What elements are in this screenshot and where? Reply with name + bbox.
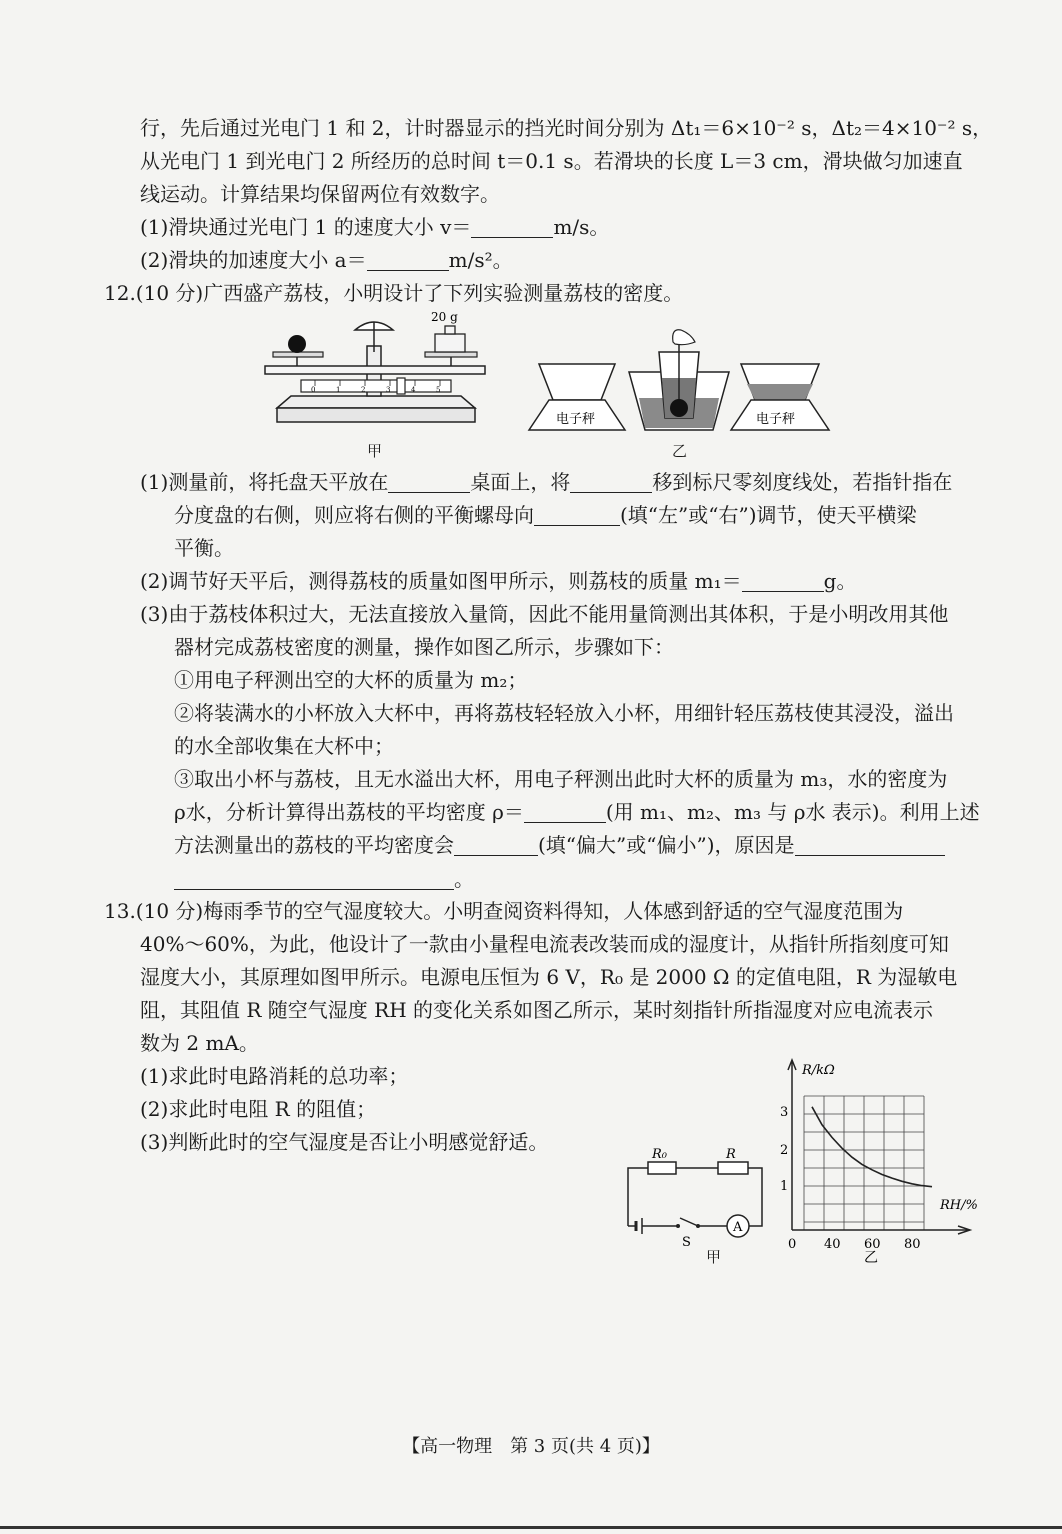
q12-p1-text-a: (1)测量前，将托盘天平放在: [140, 470, 389, 494]
q12-step-3-line-2: [174, 797, 980, 827]
q12-step-1: ①用电子秤测出空的大杯的质量为 m₂；: [174, 668, 528, 692]
x-tick-label: 80: [904, 1237, 921, 1252]
q12-part-2: [140, 566, 856, 596]
q11-p2-text: (2)滑块的加速度大小 a＝: [140, 248, 367, 272]
scale-tick-5: 5: [436, 386, 441, 394]
scale-tick-2: 2: [361, 386, 366, 394]
q13-line-3: 湿度大小，其原理如图甲所示。电源电压恒为 6 V，R₀ 是 2000 Ω 的定值电阻，R 为湿敏电: [140, 965, 958, 989]
q11-line-1: 行，先后通过光电门 1 和 2，计时器显示的挡光时间分别为 Δt₁＝6×10⁻² s，Δt₂＝4×10⁻² s，: [140, 116, 993, 140]
q12-step-3-line-1: ③取出小杯与荔枝，且无水溢出大杯，用电子秤测出此时大杯的质量为 m₃，水的密度为: [174, 767, 948, 791]
resistor-r0: [648, 1162, 676, 1174]
scale-tick-4: 4: [411, 386, 416, 394]
y-tick-label: 1: [780, 1179, 789, 1194]
weight-label: 20 g: [431, 310, 458, 324]
q11-p2-unit: m/s²。: [448, 248, 513, 272]
scale-tick-0: 0: [311, 386, 316, 394]
circuit-diagram: [618, 1140, 770, 1252]
q12-p1-blank-3[interactable]: [534, 503, 620, 526]
q12-bias-blank[interactable]: [454, 833, 538, 856]
q11-p1-answer-blank[interactable]: [471, 215, 553, 238]
q12-part-3-line-1: (3)由于荔枝体积过大，无法直接放入量筒，因此不能用量筒测出其体积，于是小明改用其他: [140, 602, 949, 626]
q12-reason-blank-2[interactable]: [174, 867, 454, 890]
q12-part-1-line-2: [174, 500, 917, 530]
q13-line-4: 阻，其阻值 R 随空气湿度 RH 的变化关系如图乙所示，某时刻指针所指湿度对应电流表示: [140, 998, 933, 1022]
hand-icon: [673, 330, 695, 345]
q12-p1-blank-1[interactable]: [388, 470, 470, 493]
rh-resistance-chart: [772, 1058, 990, 1270]
scale-tick-3: 3: [386, 386, 391, 394]
y-axis-label: R/kΩ: [802, 1063, 835, 1078]
q12-reason-blank-1[interactable]: [795, 833, 945, 856]
chart-caption: 乙: [864, 1250, 878, 1266]
q12-step-2-line-2: 的水全部收集在大杯中；: [174, 734, 394, 758]
q11-part-1: [140, 212, 609, 242]
q13-line-1: 13.(10 分)梅雨季节的空气湿度较大。小明查阅资料得知，人体感到舒适的空气湿度范围为: [104, 899, 904, 923]
rider: [397, 378, 405, 394]
q11-line-2: 从光电门 1 到光电门 2 所经历的总时间 t＝0.1 s。若滑块的长度 L＝3 cm，滑块做匀加速直: [140, 149, 963, 173]
circuit-caption: 甲: [706, 1248, 722, 1266]
q12-step-3-line-4: [174, 864, 474, 894]
r-label: R: [726, 1147, 736, 1162]
q12-p1-text-c: 移到标尺零刻度线处，若指针指在: [652, 470, 953, 494]
r0-label: R₀: [652, 1147, 667, 1162]
switch-label: S: [682, 1235, 691, 1250]
y-tick-label: 2: [780, 1143, 789, 1158]
q12-p2-text: (2)调节好天平后，测得荔枝的质量如图甲所示，则荔枝的质量 m₁＝: [140, 569, 742, 593]
series-line: [812, 1107, 932, 1187]
q12-s3-text-c: 方法测量出的荔枝的平均密度会: [174, 833, 454, 857]
q13-line-5: 数为 2 mA。: [140, 1031, 259, 1055]
q12-s3-text-d: (填“偏大”或“偏小”)，原因是: [538, 833, 795, 857]
q12-p1-text-b: 桌面上，将: [470, 470, 571, 494]
q11-part-2: [140, 245, 513, 275]
q12-p2-unit: g。: [823, 569, 857, 593]
figure-caption-jia: 甲: [367, 442, 383, 460]
lychee: [288, 335, 306, 353]
q12-part-1-line-3: 平衡。: [174, 536, 234, 560]
q12-part-3-line-2: 器材完成荔枝密度的测量，操作如图乙所示，步骤如下：: [174, 635, 674, 659]
x-tick-label: 60: [864, 1237, 881, 1252]
q12-part-1-line-1: [140, 467, 952, 497]
q13-part-3: (3)判断此时的空气湿度是否让小明感觉舒适。: [140, 1130, 549, 1154]
figure-caption-yi: 乙: [672, 442, 688, 460]
q11-p2-answer-blank[interactable]: [367, 248, 449, 271]
scale-tick-1: 1: [336, 386, 341, 394]
y-tick-label: 3: [780, 1105, 789, 1120]
x-axis-label: RH/%: [940, 1198, 978, 1213]
q13-part-1: (1)求此时电路消耗的总功率；: [140, 1064, 409, 1088]
scale-label-1: 电子秤: [556, 412, 596, 427]
x-tick-label: 0: [788, 1237, 797, 1252]
balance-figure: [255, 308, 495, 433]
q11-p1-text: (1)滑块通过光电门 1 的速度大小 v＝: [140, 215, 472, 239]
q12-p1-text-d: 分度盘的右侧，则应将右侧的平衡螺母向: [174, 503, 534, 527]
x-tick-label: 40: [824, 1237, 841, 1252]
q12-p1-text-e: (填“左”或“右”)调节，使天平横梁: [620, 503, 917, 527]
q12-p1-blank-2[interactable]: [570, 470, 652, 493]
q11-p1-unit: m/s。: [553, 215, 610, 239]
page-footer: 【高一物理 第 3 页(共 4 页)】: [402, 1436, 660, 1457]
q12-step-2-line-1: ②将装满水的小杯放入大杯中，再将荔枝轻轻放入小杯，用细针轻压荔枝使其浸没，溢出: [174, 701, 954, 725]
q12-s3-text-a: ρ水，分析计算得出荔枝的平均密度 ρ＝: [174, 800, 524, 824]
q13-part-2: (2)求此时电阻 R 的阻值；: [140, 1097, 377, 1121]
q13-line-2: 40%～60%，为此，他设计了一款由小量程电流表改装而成的湿度计，从指针所指刻度可知: [140, 932, 949, 956]
chart-grid: [804, 1096, 924, 1230]
q12-s3-text-b: (用 m₁、m₂、m₃ 与 ρ水 表示)。利用上述: [605, 800, 980, 824]
cups-figure: [525, 322, 835, 434]
q11-line-3: 线运动。计算结果均保留两位有效数字。: [140, 182, 500, 206]
q12-step-3-line-3: [174, 830, 945, 860]
scale-label-2: 电子秤: [756, 412, 796, 427]
bottom-rule: [0, 1526, 1062, 1529]
weight-20g: [435, 334, 465, 352]
q12-title: 12.(10 分)广西盛产荔枝，小明设计了下列实验测量荔枝的密度。: [104, 281, 684, 305]
q12-p2-blank[interactable]: [742, 569, 824, 592]
q12-density-blank[interactable]: [524, 800, 606, 823]
ammeter-label: A: [733, 1220, 743, 1235]
resistor-r: [718, 1162, 748, 1174]
q12-s3-end: 。: [454, 867, 474, 891]
